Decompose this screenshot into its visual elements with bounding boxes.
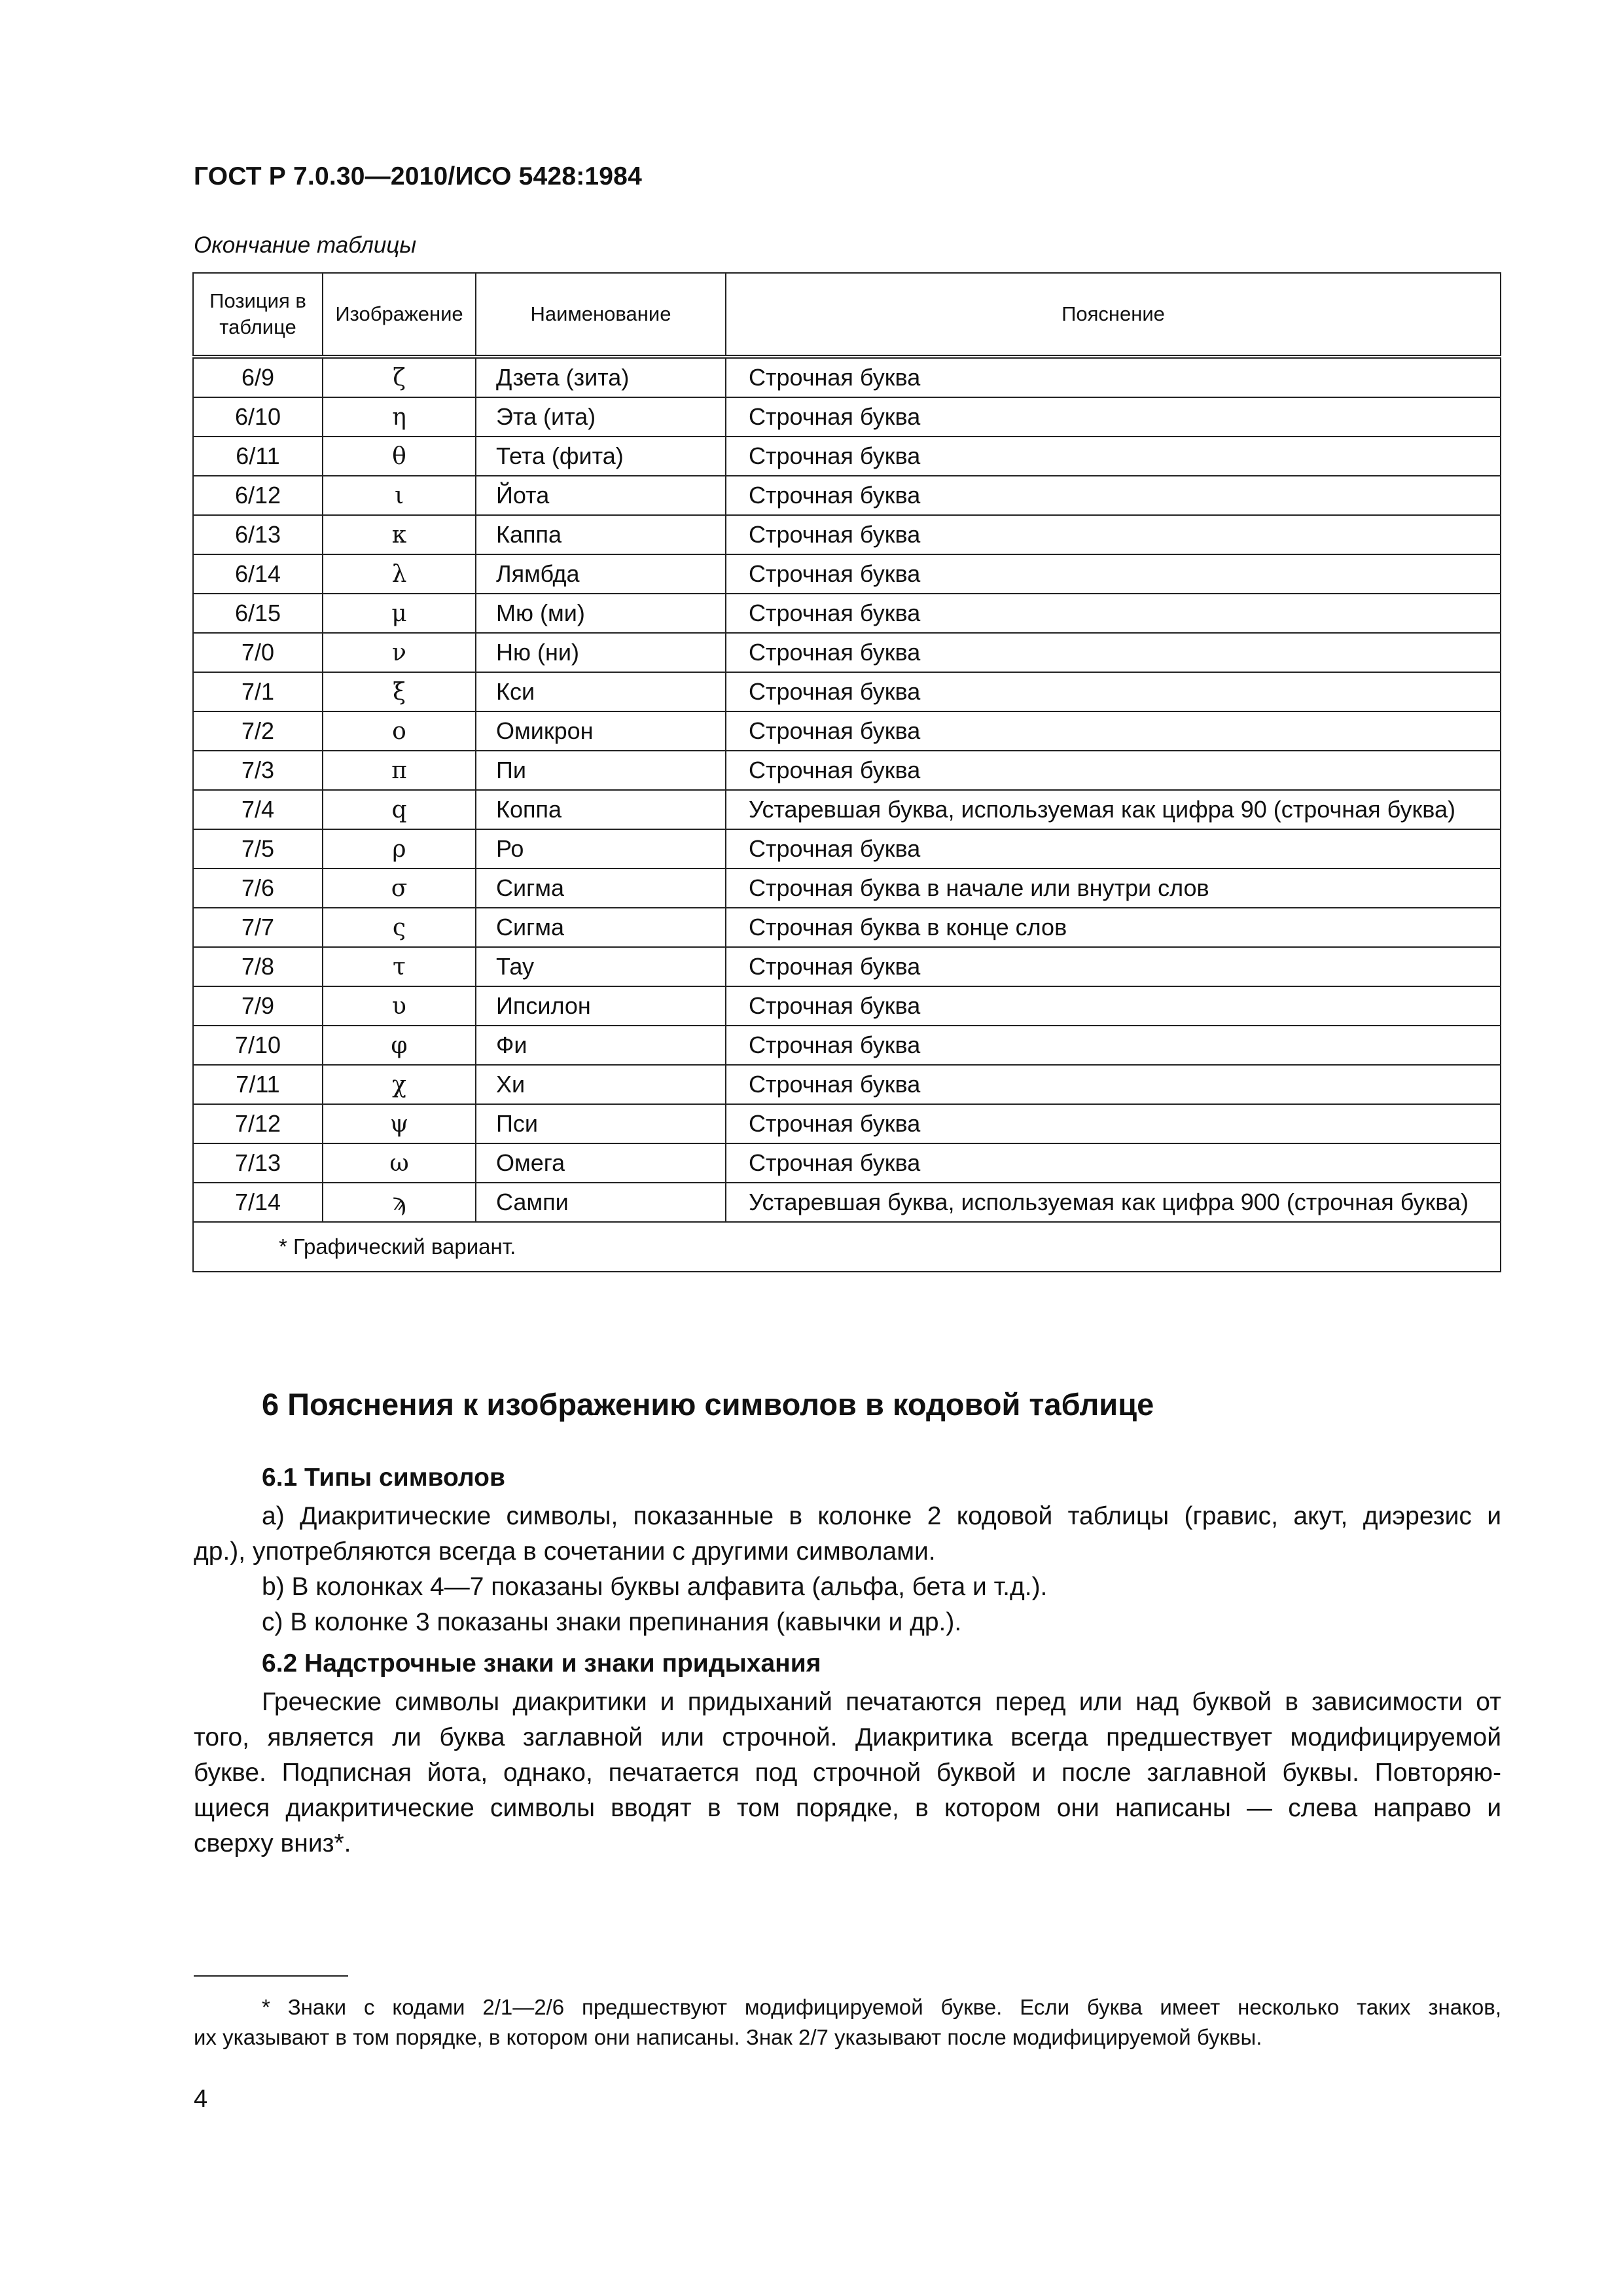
table-row <box>193 554 1501 594</box>
paragraph-line: того, является ли буква заглавной или строчной. Диакритика всегда предшествует модифицируемой <box>194 1723 1501 1751</box>
cell-position: 6/10 <box>193 397 323 437</box>
cell-position: 6/9 <box>193 357 323 397</box>
table-footnote: * Графический вариант. <box>193 1222 1501 1272</box>
cell-explanation: Строчная буква <box>726 829 1501 869</box>
cell-glyph: ι <box>323 476 476 515</box>
cell-explanation: Строчная буква <box>726 515 1501 554</box>
cell-explanation: Строчная буква <box>726 437 1501 476</box>
cell-glyph: κ <box>323 515 476 554</box>
cell-position: 7/11 <box>193 1065 323 1104</box>
table-row <box>193 397 1501 437</box>
cell-glyph: ω <box>323 1143 476 1183</box>
table-row <box>193 437 1501 476</box>
cell-explanation: Строчная буква <box>726 554 1501 594</box>
cell-position: 7/1 <box>193 672 323 711</box>
cell-position: 7/4 <box>193 790 323 829</box>
table-row <box>193 1183 1501 1222</box>
cell-glyph: ς <box>323 908 476 947</box>
table-row <box>193 633 1501 672</box>
cell-position: 6/15 <box>193 594 323 633</box>
table-continuation-label: Окончание таблицы <box>194 232 417 258</box>
cell-name: Сигма <box>476 869 726 908</box>
cell-explanation: Строчная буква <box>726 1026 1501 1065</box>
cell-explanation: Строчная буква <box>726 1065 1501 1104</box>
cell-name: Дзета (зита) <box>476 357 726 397</box>
cell-explanation: Строчная буква <box>726 751 1501 790</box>
cell-explanation: Строчная буква <box>726 947 1501 986</box>
cell-position: 7/2 <box>193 711 323 751</box>
table-row <box>193 1104 1501 1143</box>
cell-name: Омикрон <box>476 711 726 751</box>
paragraph-line: b) В колонках 4—7 показаны буквы алфавита (альфа, бета и т.д.). <box>262 1573 1048 1601</box>
cell-name: Каппа <box>476 515 726 554</box>
cell-explanation: Строчная буква <box>726 1104 1501 1143</box>
cell-glyph: ρ <box>323 829 476 869</box>
cell-position: 7/7 <box>193 908 323 947</box>
cell-glyph: ψ <box>323 1104 476 1143</box>
table-row <box>193 357 1501 397</box>
paragraph-line: сверху вниз*. <box>194 1829 351 1857</box>
cell-name: Йота <box>476 476 726 515</box>
cell-position: 7/5 <box>193 829 323 869</box>
cell-position: 7/0 <box>193 633 323 672</box>
cell-position: 6/11 <box>193 437 323 476</box>
cell-glyph: υ <box>323 986 476 1026</box>
cell-explanation: Строчная буква <box>726 633 1501 672</box>
cell-name: Сампи <box>476 1183 726 1222</box>
cell-name: Ипсилон <box>476 986 726 1026</box>
table-header-row <box>193 273 1501 357</box>
cell-explanation: Строчная буква <box>726 594 1501 633</box>
section-6-1-title: 6.1 Типы символов <box>262 1463 505 1492</box>
cell-glyph: λ <box>323 554 476 594</box>
cell-name: Коппа <box>476 790 726 829</box>
paragraph-line: др.), употребляются всегда в сочетании с другими символами. <box>194 1537 936 1566</box>
cell-explanation: Строчная буква <box>726 1143 1501 1183</box>
section-6-title: 6 Пояснения к изображению символов в кодовой таблице <box>262 1387 1154 1422</box>
cell-position: 7/8 <box>193 947 323 986</box>
cell-explanation: Строчная буква <box>726 672 1501 711</box>
table-row <box>193 1026 1501 1065</box>
cell-name: Пси <box>476 1104 726 1143</box>
cell-name: Эта (ита) <box>476 397 726 437</box>
cell-explanation: Строчная буква <box>726 711 1501 751</box>
cell-position: 7/3 <box>193 751 323 790</box>
cell-explanation: Строчная буква <box>726 986 1501 1026</box>
column-header-name: Наименование <box>476 273 726 357</box>
footnote-separator <box>194 1975 348 1977</box>
cell-glyph: η <box>323 397 476 437</box>
section-6-2-title: 6.2 Надстрочные знаки и знаки придыхания <box>262 1649 821 1677</box>
cell-glyph: ξ <box>323 672 476 711</box>
column-header-position: Позиция в таблице <box>193 273 323 357</box>
character-code-table <box>192 272 1501 1272</box>
cell-explanation: Строчная буква в начале или внутри слов <box>726 869 1501 908</box>
cell-name: Фи <box>476 1026 726 1065</box>
paragraph-line: c) В колонке 3 показаны знаки препинания (кавычки и др.). <box>262 1608 962 1636</box>
footnote-line: * Знаки с кодами 2/1—2/6 предшествуют модифицируемой букве. Если буква имеет несколько таких знаков, <box>262 1995 1501 2019</box>
cell-position: 7/14 <box>193 1183 323 1222</box>
cell-glyph: ζ <box>323 357 476 397</box>
cell-name: Омега <box>476 1143 726 1183</box>
cell-position: 6/13 <box>193 515 323 554</box>
paragraph-line: Греческие символы диакритики и придыханий печатаются перед или над буквой в зависимости от <box>262 1688 1501 1716</box>
paragraph-line: a) Диакритические символы, показанные в колонке 2 кодовой таблицы (гравис, акут, диэрезис и <box>262 1502 1501 1530</box>
cell-glyph: μ <box>323 594 476 633</box>
section-6-2-body <box>194 1685 1501 1861</box>
table-row <box>193 829 1501 869</box>
table-row <box>193 476 1501 515</box>
section-6-1-body <box>194 1499 1501 1640</box>
cell-glyph: τ <box>323 947 476 986</box>
cell-position: 7/10 <box>193 1026 323 1065</box>
cell-name: Лямбда <box>476 554 726 594</box>
cell-position: 7/6 <box>193 869 323 908</box>
paragraph-line: щиеся диакритические символы вводят в том порядке, в котором они написаны — слева направо и <box>194 1794 1501 1822</box>
table-row <box>193 908 1501 947</box>
table-row <box>193 1143 1501 1183</box>
cell-explanation: Устаревшая буква, используемая как цифра 900 (строчная буква) <box>726 1183 1501 1222</box>
cell-glyph: ϡ <box>323 1183 476 1222</box>
cell-name: Тау <box>476 947 726 986</box>
cell-position: 7/9 <box>193 986 323 1026</box>
cell-position: 7/13 <box>193 1143 323 1183</box>
table-row <box>193 672 1501 711</box>
cell-position: 6/14 <box>193 554 323 594</box>
footnote-line: их указывают в том порядке, в котором они написаны. Знак 2/7 указывают после модифицируемой буквы. <box>194 2025 1262 2049</box>
table-row <box>193 711 1501 751</box>
table-row <box>193 1065 1501 1104</box>
table-row <box>193 947 1501 986</box>
page-number: 4 <box>194 2085 208 2113</box>
cell-explanation: Строчная буква <box>726 357 1501 397</box>
table-row <box>193 594 1501 633</box>
column-header-explanation: Пояснение <box>726 273 1501 357</box>
cell-glyph: ο <box>323 711 476 751</box>
page-footnote <box>194 1992 1501 2053</box>
cell-name: Мю (ми) <box>476 594 726 633</box>
cell-name: Кси <box>476 672 726 711</box>
cell-explanation: Строчная буква <box>726 397 1501 437</box>
cell-position: 7/12 <box>193 1104 323 1143</box>
table-row <box>193 869 1501 908</box>
cell-glyph: ν <box>323 633 476 672</box>
cell-glyph: φ <box>323 1026 476 1065</box>
cell-glyph: χ <box>323 1065 476 1104</box>
cell-glyph: π <box>323 751 476 790</box>
table-row <box>193 790 1501 829</box>
table-footnote-row <box>193 1222 1501 1272</box>
table-body <box>193 357 1501 1272</box>
cell-position: 6/12 <box>193 476 323 515</box>
table-row <box>193 986 1501 1026</box>
cell-explanation: Строчная буква <box>726 476 1501 515</box>
cell-name: Тета (фита) <box>476 437 726 476</box>
paragraph-line: букве. Подписная йота, однако, печатается под строчной буквой и после заглавной буквы. Повторяю- <box>194 1759 1501 1787</box>
cell-name: Ню (ни) <box>476 633 726 672</box>
cell-explanation: Устаревшая буква, используемая как цифра 90 (строчная буква) <box>726 790 1501 829</box>
cell-name: Пи <box>476 751 726 790</box>
cell-name: Хи <box>476 1065 726 1104</box>
cell-name: Сигма <box>476 908 726 947</box>
cell-explanation: Строчная буква в конце слов <box>726 908 1501 947</box>
column-header-image: Изображение <box>323 273 476 357</box>
cell-glyph: σ <box>323 869 476 908</box>
table-row <box>193 515 1501 554</box>
table-row <box>193 751 1501 790</box>
cell-name: Ро <box>476 829 726 869</box>
cell-glyph: q <box>323 790 476 829</box>
document-header: ГОСТ Р 7.0.30—2010/ИСО 5428:1984 <box>194 162 642 190</box>
cell-glyph: θ <box>323 437 476 476</box>
